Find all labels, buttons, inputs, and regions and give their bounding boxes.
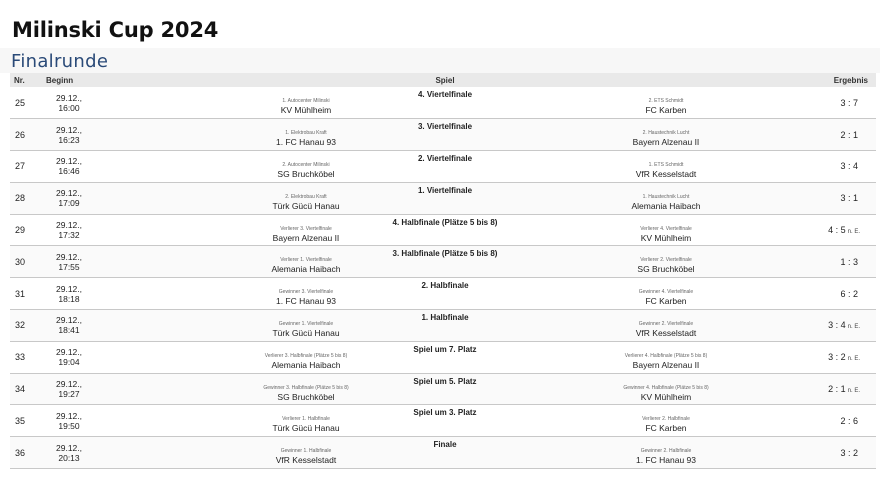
game-result [794, 246, 876, 278]
game-start [42, 151, 96, 183]
game-title: 4. Viertelfinale [417, 90, 473, 99]
game-result [794, 373, 876, 405]
game-number: 27 [10, 151, 42, 183]
table-row[interactable] [10, 87, 876, 119]
away-team-name[interactable]: FC Karben [645, 296, 687, 307]
game-time: 16:46 [58, 166, 80, 177]
home-team[interactable] [196, 194, 416, 211]
game-date: 29.12., [56, 92, 82, 103]
game-cell [96, 437, 794, 469]
away-team[interactable] [556, 321, 776, 338]
table-row[interactable] [10, 341, 876, 373]
game-number: 36 [10, 437, 42, 469]
game-start [42, 182, 96, 214]
home-team-source: Verlierer 3. Halbfinale (Plätze 5 bis 8) [264, 352, 348, 359]
result-suffix: n. E. [847, 229, 860, 236]
section-header-background [0, 48, 880, 73]
game-time: 19:04 [58, 357, 80, 368]
table-row[interactable] [10, 405, 876, 437]
away-team-source: Verlierer 2. Viertelfinale [640, 257, 692, 264]
result-score: 1 : 3 [840, 256, 858, 267]
game-time: 17:09 [58, 198, 80, 209]
game-title: Spiel um 7. Platz [413, 344, 477, 354]
home-team[interactable] [196, 353, 416, 370]
table-row[interactable] [10, 310, 876, 342]
home-team-name[interactable]: VfR Kesselstadt [275, 455, 337, 466]
away-team-name[interactable]: Alemania Haibach [631, 200, 701, 211]
result-suffix: n. E. [847, 388, 860, 395]
game-start [42, 214, 96, 246]
away-team[interactable] [556, 194, 776, 211]
game-title: Spiel um 5. Platz [413, 376, 477, 386]
away-team[interactable] [556, 448, 776, 465]
game-result [794, 119, 876, 151]
game-result [794, 310, 876, 342]
table-row[interactable] [10, 246, 876, 278]
table-row[interactable] [10, 119, 876, 151]
home-team-name[interactable]: SG Bruchköbel [277, 169, 335, 180]
game-date: 29.12., [56, 124, 82, 135]
game-start [42, 310, 96, 342]
away-team-source: Verlierer 4. Viertelfinale [640, 225, 692, 232]
table-row[interactable] [10, 373, 876, 405]
game-number: 35 [10, 405, 42, 437]
game-number: 28 [10, 182, 42, 214]
away-team-name[interactable]: FC Karben [645, 105, 687, 115]
game-time: 18:18 [58, 293, 80, 304]
game-number: 31 [10, 278, 42, 310]
home-team[interactable] [196, 98, 416, 115]
home-team-source: 1. Autocenter Milinski [282, 98, 330, 104]
result-score: 3 : 1 [840, 193, 858, 204]
game-number: 25 [10, 87, 42, 119]
home-team-source: Gewinner 1. Halbfinale [280, 448, 332, 455]
table-row[interactable] [10, 278, 876, 310]
game-title: 1. Viertelfinale [417, 185, 473, 195]
game-date: 29.12., [56, 283, 82, 294]
section-title: Finalrunde [11, 51, 109, 72]
game-number: 33 [10, 341, 42, 373]
result-score: 6 : 2 [840, 288, 858, 299]
away-team[interactable] [556, 162, 776, 179]
away-team-name[interactable]: Bayern Alzenau II [632, 137, 700, 148]
away-team-source: Verlierer 2. Halbfinale [642, 416, 690, 423]
header-nr: Nr. [10, 73, 42, 87]
away-team-source: 1. Haustechnik Lucht [642, 193, 690, 200]
away-team-source: Gewinner 2. Halbfinale [640, 448, 692, 455]
result-score: 3 : 7 [840, 97, 858, 108]
game-date: 29.12., [56, 379, 82, 390]
away-team-source: Gewinner 2. Viertelfinale [638, 321, 694, 328]
result-suffix: n. E. [847, 324, 860, 331]
game-start [42, 437, 96, 469]
game-time: 16:00 [58, 102, 80, 113]
game-result [794, 214, 876, 246]
game-start [42, 373, 96, 405]
header-begin: Beginn [42, 73, 96, 87]
table-row[interactable] [10, 151, 876, 183]
result-score: 3 : 2 [840, 447, 858, 458]
away-team[interactable] [556, 416, 776, 433]
game-result [794, 182, 876, 214]
home-team-source: Gewinner 1. Viertelfinale [278, 321, 334, 328]
header-result: Ergebnis [794, 73, 876, 87]
home-team-source: Verlierer 1. Viertelfinale [280, 257, 332, 264]
away-team-source: 2. Haustechnik Lucht [642, 130, 690, 137]
away-team[interactable] [556, 353, 776, 370]
away-team-source: Gewinner 4. Halbfinale (Plätze 5 bis 8) [623, 384, 709, 391]
result-score: 3 : 2 [828, 352, 846, 363]
game-time: 18:41 [58, 325, 80, 336]
game-date: 29.12., [56, 220, 82, 231]
result-score: 2 : 6 [840, 415, 858, 426]
game-cell [96, 405, 794, 437]
result-suffix: n. E. [847, 356, 860, 363]
game-number: 34 [10, 373, 42, 405]
table-row[interactable] [10, 214, 876, 246]
game-title: 4. Halbfinale (Plätze 5 bis 8) [392, 217, 498, 227]
away-team-name[interactable]: Bayern Alzenau II [632, 359, 700, 370]
results-table [10, 73, 876, 469]
away-team[interactable] [556, 226, 776, 243]
game-title: 2. Halbfinale [421, 281, 469, 291]
away-team[interactable] [556, 130, 776, 147]
home-team-name[interactable]: SG Bruchköbel [277, 391, 335, 402]
away-team-name[interactable]: VfR Kesselstadt [635, 328, 697, 339]
game-number: 29 [10, 214, 42, 246]
away-team-source: Gewinner 4. Viertelfinale [638, 289, 694, 296]
away-team[interactable] [556, 385, 776, 402]
game-date: 29.12., [56, 188, 82, 199]
game-cell [96, 87, 794, 119]
home-team-name[interactable]: 1. FC Hanau 93 [275, 296, 336, 307]
home-team[interactable] [196, 162, 416, 179]
table-row[interactable] [10, 437, 876, 469]
game-start [42, 119, 96, 151]
game-title: Spiel um 3. Platz [413, 408, 477, 418]
game-date: 29.12., [56, 251, 82, 262]
table-header [10, 73, 876, 87]
game-result [794, 278, 876, 310]
game-cell [96, 278, 794, 310]
game-start [42, 341, 96, 373]
game-start [42, 405, 96, 437]
home-team[interactable] [196, 130, 416, 147]
game-number: 32 [10, 310, 42, 342]
game-title: 1. Halbfinale [421, 313, 469, 323]
result-score: 3 : 4 [828, 320, 846, 331]
game-cell [96, 373, 794, 405]
home-team[interactable] [196, 289, 416, 306]
home-team[interactable] [196, 385, 416, 402]
away-team-name[interactable]: SG Bruchköbel [637, 264, 695, 275]
game-result [794, 341, 876, 373]
game-title: Finale [433, 440, 457, 450]
game-time: 17:32 [58, 230, 80, 241]
game-result [794, 405, 876, 437]
game-title: 3. Halbfinale (Plätze 5 bis 8) [392, 249, 498, 259]
home-team[interactable] [196, 257, 416, 274]
home-team[interactable] [196, 321, 416, 338]
away-team[interactable] [556, 98, 776, 115]
game-cell [96, 119, 794, 151]
game-start [42, 87, 96, 119]
game-date: 29.12., [56, 442, 82, 453]
game-date: 29.12., [56, 347, 82, 358]
game-cell [96, 151, 794, 183]
away-team-name[interactable]: FC Karben [645, 423, 687, 434]
home-team[interactable] [196, 448, 416, 465]
result-score: 3 : 4 [840, 161, 858, 172]
game-result [794, 437, 876, 469]
game-title: 3. Viertelfinale [417, 122, 473, 132]
game-cell [96, 310, 794, 342]
page-title: Milinski Cup 2024 [12, 18, 219, 42]
game-date: 29.12., [56, 156, 82, 167]
home-team-source: Gewinner 3. Halbfinale (Plätze 5 bis 8) [263, 384, 349, 391]
game-cell [96, 341, 794, 373]
home-team-source: Verlierer 3. Viertelfinale [280, 225, 332, 232]
away-team-name[interactable]: KV Mühlheim [640, 391, 692, 402]
home-team-name[interactable]: Bayern Alzenau II [272, 232, 340, 243]
away-team-source: Verlierer 4. Halbfinale (Plätze 5 bis 8) [624, 352, 708, 359]
result-score: 2 : 1 [828, 384, 846, 395]
home-team-source: 2. Autocenter Milinski [282, 162, 330, 169]
home-team-name[interactable]: Alemania Haibach [271, 359, 341, 370]
away-team[interactable] [556, 289, 776, 306]
home-team-source: Gewinner 3. Viertelfinale [278, 289, 334, 296]
table-row[interactable] [10, 182, 876, 214]
home-team-source: 1. Elektrobau Kraft [285, 130, 327, 137]
game-date: 29.12., [56, 410, 82, 421]
away-team-name[interactable]: VfR Kesselstadt [635, 169, 697, 180]
home-team[interactable] [196, 226, 416, 243]
home-team-name[interactable]: 1. FC Hanau 93 [275, 137, 336, 148]
header-game: Spiel [96, 73, 794, 87]
game-number: 30 [10, 246, 42, 278]
game-result [794, 87, 876, 119]
game-title: 2. Viertelfinale [417, 154, 473, 164]
game-cell [96, 214, 794, 246]
game-time: 16:23 [58, 134, 80, 145]
game-cell [96, 182, 794, 214]
game-result [794, 151, 876, 183]
home-team-source: 2. Elektrobau Kraft [285, 193, 327, 200]
away-team[interactable] [556, 257, 776, 274]
home-team-name[interactable]: Türk Gücü Hanau [272, 328, 340, 339]
game-cell [96, 246, 794, 278]
away-team-name[interactable]: KV Mühlheim [640, 232, 692, 243]
game-time: 19:27 [58, 389, 80, 400]
home-team-source: Verlierer 1. Halbfinale [282, 416, 330, 423]
game-time: 19:50 [58, 420, 80, 431]
game-start [42, 278, 96, 310]
game-start [42, 246, 96, 278]
home-team[interactable] [196, 416, 416, 433]
table-body [10, 87, 876, 469]
home-team-name[interactable]: Türk Gücü Hanau [272, 423, 340, 434]
home-team-name[interactable]: Alemania Haibach [271, 264, 341, 275]
away-team-source: 1. ETS Schmidt [648, 162, 684, 169]
away-team-source: 2. ETS Schmidt [648, 98, 684, 104]
away-team-name[interactable]: 1. FC Hanau 93 [635, 455, 696, 466]
game-time: 20:13 [58, 452, 80, 463]
game-number: 26 [10, 119, 42, 151]
home-team-name[interactable]: KV Mühlheim [280, 105, 332, 115]
home-team-name[interactable]: Türk Gücü Hanau [272, 200, 340, 211]
game-time: 17:55 [58, 261, 80, 272]
result-score: 4 : 5 [828, 225, 846, 236]
result-score: 2 : 1 [840, 129, 858, 140]
game-date: 29.12., [56, 315, 82, 326]
